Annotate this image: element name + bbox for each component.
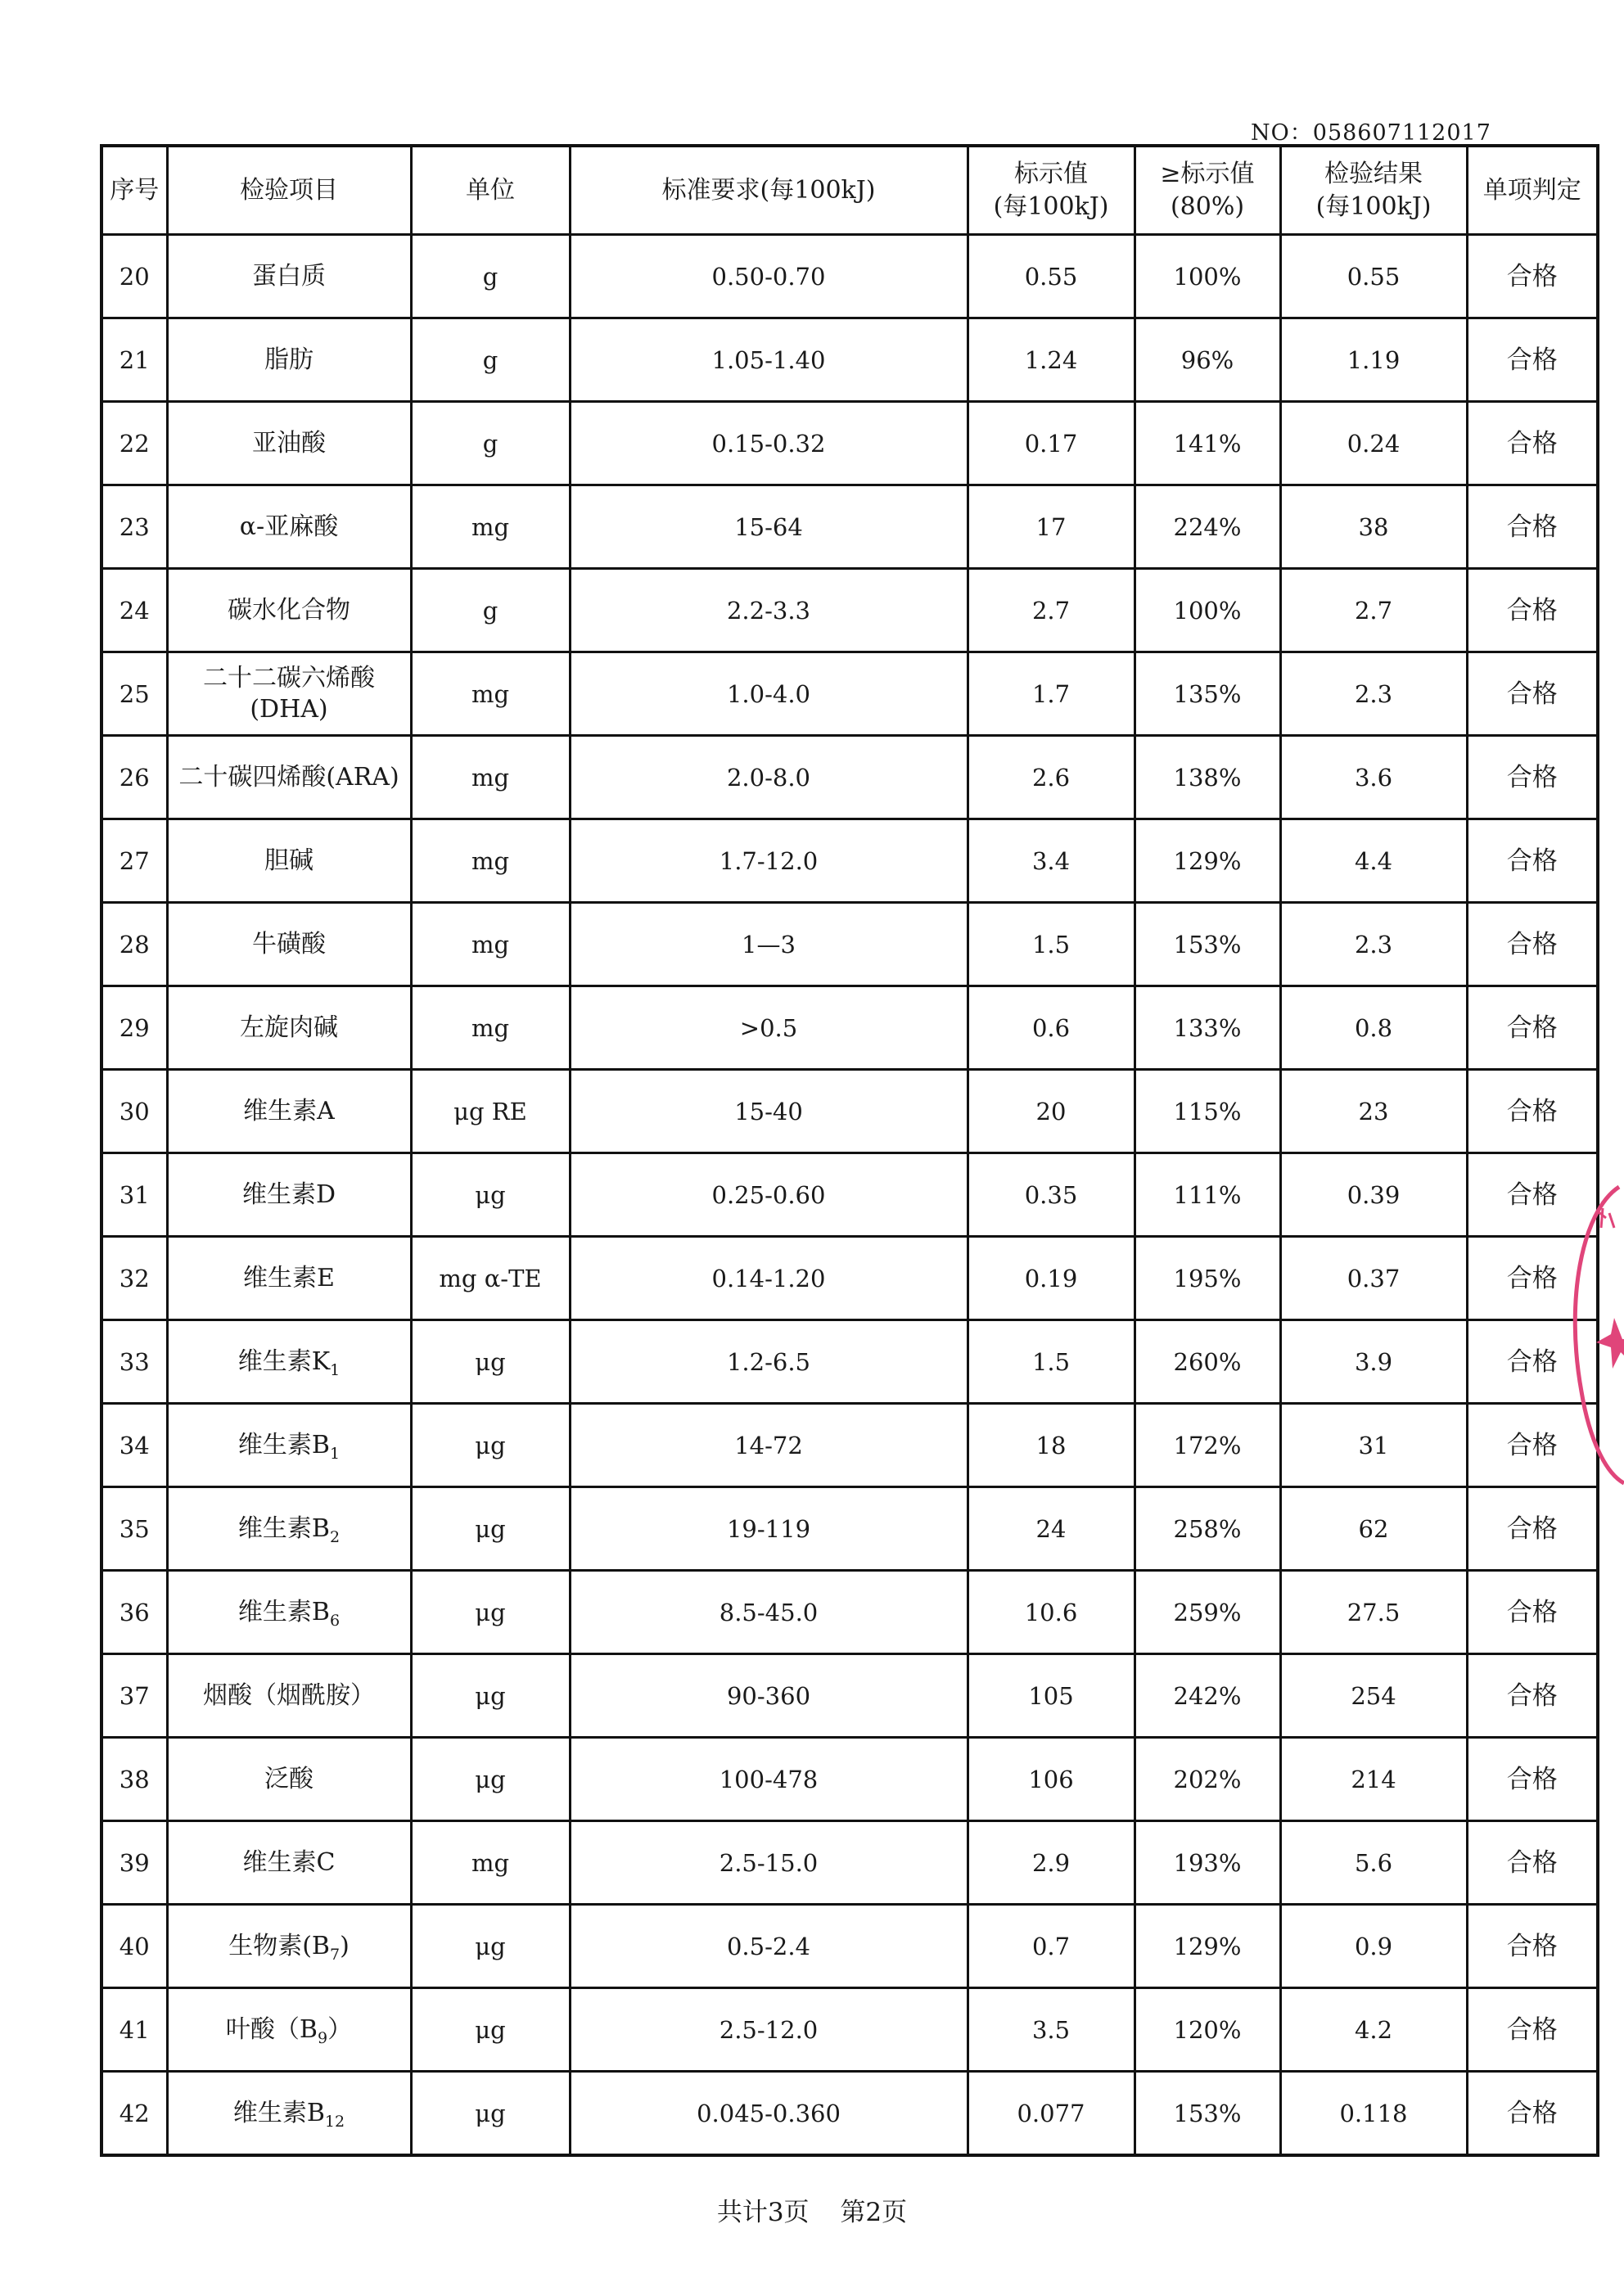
table-row — [102, 235, 1598, 318]
cell-standard: >0.5 — [570, 986, 968, 1070]
item-subscript: 2 — [329, 1527, 341, 1546]
table-row — [102, 986, 1598, 1070]
item-name: 维生素B — [237, 1513, 330, 1543]
cell-unit: μg — [411, 2072, 570, 2156]
cell-verdict: 合格 — [1467, 402, 1598, 485]
item-name: 胆碱 — [264, 846, 314, 875]
cell-unit: g — [411, 402, 570, 485]
header-verdict: 单项判定 — [1467, 146, 1598, 235]
cell-result: 62 — [1280, 1487, 1467, 1571]
cell-result: 214 — [1280, 1738, 1467, 1821]
cell-item — [167, 318, 411, 402]
cell-unit: mg — [411, 819, 570, 903]
cell-label-value: 3.5 — [968, 1988, 1135, 2072]
table-row — [102, 402, 1598, 485]
cell-verdict: 合格 — [1467, 569, 1598, 652]
cell-seq: 26 — [102, 736, 167, 819]
cell-verdict: 合格 — [1467, 2072, 1598, 2156]
cell-seq: 39 — [102, 1821, 167, 1905]
cell-unit: μg — [411, 1320, 570, 1404]
cell-label-value: 0.6 — [968, 986, 1135, 1070]
cell-standard: 0.14-1.20 — [570, 1237, 968, 1320]
cell-unit: μg — [411, 1988, 570, 2072]
cell-seq: 42 — [102, 2072, 167, 2156]
item-name: 维生素B — [237, 1597, 330, 1626]
table-row — [102, 1404, 1598, 1487]
cell-label-value: 2.9 — [968, 1821, 1135, 1905]
header-percent-line2: (80%) — [1170, 192, 1245, 221]
cell-percent-of-label: 120% — [1135, 1988, 1280, 2072]
table-row — [102, 1571, 1598, 1654]
item-name: 维生素B — [237, 1430, 330, 1459]
cell-seq: 32 — [102, 1237, 167, 1320]
header-item: 检验项目 — [167, 146, 411, 235]
cell-unit: μg RE — [411, 1070, 570, 1153]
cell-standard: 15-40 — [570, 1070, 968, 1153]
cell-result: 0.8 — [1280, 986, 1467, 1070]
cell-label-value: 10.6 — [968, 1571, 1135, 1654]
cell-result: 0.9 — [1280, 1905, 1467, 1988]
cell-unit: mg α-TE — [411, 1237, 570, 1320]
cell-percent-of-label: 111% — [1135, 1153, 1280, 1237]
cell-item — [167, 569, 411, 652]
cell-percent-of-label: 260% — [1135, 1320, 1280, 1404]
table-row — [102, 2072, 1598, 2156]
cell-label-value: 0.7 — [968, 1905, 1135, 1988]
table-row — [102, 736, 1598, 819]
cell-label-value: 0.35 — [968, 1153, 1135, 1237]
cell-standard: 1.2-6.5 — [570, 1320, 968, 1404]
cell-standard: 1.7-12.0 — [570, 819, 968, 903]
total-pages: 共计3页 — [716, 2198, 810, 2227]
cell-label-value: 1.24 — [968, 318, 1135, 402]
cell-seq: 23 — [102, 485, 167, 569]
item-name: 生物素(B — [228, 1931, 330, 1960]
cell-label-value: 0.17 — [968, 402, 1135, 485]
header-label-value-line1: 标示值 — [1014, 159, 1088, 188]
cell-unit: g — [411, 235, 570, 318]
cell-unit: mg — [411, 736, 570, 819]
cell-item — [167, 1654, 411, 1738]
cell-percent-of-label: 172% — [1135, 1404, 1280, 1487]
header-label-value-line2: (每100kJ) — [993, 192, 1109, 221]
cell-standard: 1—3 — [570, 903, 968, 986]
cell-item — [167, 1237, 411, 1320]
header-percent-of-label — [1135, 146, 1280, 235]
cell-verdict: 合格 — [1467, 318, 1598, 402]
cell-seq: 35 — [102, 1487, 167, 1571]
cell-percent-of-label: 115% — [1135, 1070, 1280, 1153]
cell-standard: 100-478 — [570, 1738, 968, 1821]
cell-label-value: 0.19 — [968, 1237, 1135, 1320]
cell-seq: 37 — [102, 1654, 167, 1738]
cell-percent-of-label: 153% — [1135, 2072, 1280, 2156]
item-subscript: 1 — [330, 1360, 341, 1379]
cell-label-value: 0.077 — [968, 2072, 1135, 2156]
cell-result: 2.3 — [1280, 903, 1467, 986]
cell-label-value: 105 — [968, 1654, 1135, 1738]
header-percent-line1: ≥标示值 — [1160, 159, 1255, 188]
item-name: 叶酸（B — [225, 2014, 318, 2044]
cell-verdict: 合格 — [1467, 1070, 1598, 1153]
item-name: 二十碳四烯酸(ARA) — [178, 762, 399, 792]
table-row — [102, 819, 1598, 903]
cell-result: 4.2 — [1280, 1988, 1467, 2072]
cell-percent-of-label: 193% — [1135, 1821, 1280, 1905]
cell-item — [167, 1905, 411, 1988]
cell-seq: 27 — [102, 819, 167, 903]
cell-item — [167, 1070, 411, 1153]
cell-verdict: 合格 — [1467, 1738, 1598, 1821]
cell-item — [167, 819, 411, 903]
cell-standard: 14-72 — [570, 1404, 968, 1487]
cell-result: 1.19 — [1280, 318, 1467, 402]
cell-percent-of-label: 141% — [1135, 402, 1280, 485]
cell-seq: 22 — [102, 402, 167, 485]
cell-result: 2.3 — [1280, 652, 1467, 736]
cell-label-value: 3.4 — [968, 819, 1135, 903]
cell-item — [167, 736, 411, 819]
cell-result: 0.24 — [1280, 402, 1467, 485]
cell-standard: 8.5-45.0 — [570, 1571, 968, 1654]
table-header-row — [102, 146, 1598, 235]
cell-result: 0.55 — [1280, 235, 1467, 318]
cell-verdict: 合格 — [1467, 1404, 1598, 1487]
item-name: 维生素C — [242, 1847, 336, 1877]
cell-result: 38 — [1280, 485, 1467, 569]
cell-verdict: 合格 — [1467, 986, 1598, 1070]
cell-result: 31 — [1280, 1404, 1467, 1487]
table-row — [102, 1988, 1598, 2072]
cell-percent-of-label: 100% — [1135, 235, 1280, 318]
table-row — [102, 903, 1598, 986]
cell-standard: 0.5-2.4 — [570, 1905, 968, 1988]
item-subscript: 1 — [329, 1444, 341, 1463]
cell-label-value: 106 — [968, 1738, 1135, 1821]
cell-unit: μg — [411, 1571, 570, 1654]
table-row — [102, 1821, 1598, 1905]
cell-seq: 34 — [102, 1404, 167, 1487]
cell-unit: μg — [411, 1153, 570, 1237]
cell-item — [167, 1404, 411, 1487]
cell-verdict: 合格 — [1467, 235, 1598, 318]
cell-result: 5.6 — [1280, 1821, 1467, 1905]
cell-standard: 19-119 — [570, 1487, 968, 1571]
cell-label-value: 24 — [968, 1487, 1135, 1571]
table-row — [102, 569, 1598, 652]
item-name: 维生素K — [237, 1346, 331, 1376]
item-name-suffix: ) — [340, 1931, 350, 1960]
cell-unit: mg — [411, 903, 570, 986]
cell-standard: 0.15-0.32 — [570, 402, 968, 485]
cell-result: 0.37 — [1280, 1237, 1467, 1320]
cell-result: 23 — [1280, 1070, 1467, 1153]
table-row — [102, 1654, 1598, 1738]
page-footer — [0, 2191, 1624, 2228]
table-row — [102, 485, 1598, 569]
cell-item — [167, 402, 411, 485]
table-row — [102, 1738, 1598, 1821]
cell-seq: 31 — [102, 1153, 167, 1237]
cell-item — [167, 986, 411, 1070]
cell-item — [167, 903, 411, 986]
table-row — [102, 1487, 1598, 1571]
item-subscript: 9 — [317, 2028, 328, 2047]
cell-result: 2.7 — [1280, 569, 1467, 652]
item-name: 二十二碳六烯酸 — [203, 663, 375, 692]
table-row — [102, 1153, 1598, 1237]
cell-unit: mg — [411, 652, 570, 736]
cell-standard: 0.25-0.60 — [570, 1153, 968, 1237]
cell-item — [167, 2072, 411, 2156]
header-result-line1: 检验结果 — [1324, 159, 1423, 188]
report-number: NO：058607112017 — [1251, 120, 1491, 146]
cell-standard: 15-64 — [570, 485, 968, 569]
cell-standard: 2.0-8.0 — [570, 736, 968, 819]
header-result — [1280, 146, 1467, 235]
cell-unit: g — [411, 569, 570, 652]
cell-seq: 24 — [102, 569, 167, 652]
cell-verdict: 合格 — [1467, 1571, 1598, 1654]
cell-percent-of-label: 138% — [1135, 736, 1280, 819]
cell-verdict: 合格 — [1467, 1905, 1598, 1988]
cell-percent-of-label: 259% — [1135, 1571, 1280, 1654]
table-row — [102, 1320, 1598, 1404]
cell-verdict: 合格 — [1467, 1237, 1598, 1320]
item-name: 泛酸 — [264, 1764, 314, 1793]
cell-unit: mg — [411, 986, 570, 1070]
cell-unit: μg — [411, 1654, 570, 1738]
cell-percent-of-label: 133% — [1135, 986, 1280, 1070]
cell-seq: 33 — [102, 1320, 167, 1404]
cell-item — [167, 1738, 411, 1821]
cell-standard: 2.5-15.0 — [570, 1821, 968, 1905]
cell-seq: 38 — [102, 1738, 167, 1821]
cell-seq: 36 — [102, 1571, 167, 1654]
cell-unit: μg — [411, 1404, 570, 1487]
cell-seq: 20 — [102, 235, 167, 318]
cell-verdict: 合格 — [1467, 1821, 1598, 1905]
table-body — [102, 235, 1598, 2156]
cell-verdict: 合格 — [1467, 1153, 1598, 1237]
cell-percent-of-label: 258% — [1135, 1487, 1280, 1571]
item-subscript: 6 — [329, 1611, 341, 1630]
cell-result: 4.4 — [1280, 819, 1467, 903]
cell-item — [167, 1153, 411, 1237]
item-name: 维生素E — [243, 1263, 335, 1292]
cell-percent-of-label: 129% — [1135, 819, 1280, 903]
cell-seq: 25 — [102, 652, 167, 736]
item-subscript: 7 — [329, 1945, 341, 1964]
cell-unit: g — [411, 318, 570, 402]
cell-label-value: 0.55 — [968, 235, 1135, 318]
cell-percent-of-label: 224% — [1135, 485, 1280, 569]
cell-result: 3.9 — [1280, 1320, 1467, 1404]
cell-label-value: 1.5 — [968, 1320, 1135, 1404]
cell-percent-of-label: 129% — [1135, 1905, 1280, 1988]
cell-percent-of-label: 135% — [1135, 652, 1280, 736]
item-name: α-亚麻酸 — [239, 512, 339, 541]
cell-seq: 41 — [102, 1988, 167, 2072]
item-name: 亚油酸 — [252, 428, 326, 458]
table-row — [102, 652, 1598, 736]
cell-verdict: 合格 — [1467, 1487, 1598, 1571]
table-row — [102, 1070, 1598, 1153]
cell-standard: 0.50-0.70 — [570, 235, 968, 318]
cell-percent-of-label: 96% — [1135, 318, 1280, 402]
cell-verdict: 合格 — [1467, 1320, 1598, 1404]
cell-standard: 2.5-12.0 — [570, 1988, 968, 2072]
header-seq: 序号 — [102, 146, 167, 235]
cell-percent-of-label: 195% — [1135, 1237, 1280, 1320]
cell-item — [167, 1821, 411, 1905]
item-name: 牛磺酸 — [252, 929, 326, 959]
cell-label-value: 1.7 — [968, 652, 1135, 736]
cell-item — [167, 1571, 411, 1654]
cell-standard: 2.2-3.3 — [570, 569, 968, 652]
cell-verdict: 合格 — [1467, 736, 1598, 819]
cell-standard: 1.0-4.0 — [570, 652, 968, 736]
cell-result: 27.5 — [1280, 1571, 1467, 1654]
item-name: 脂肪 — [264, 345, 314, 374]
cell-percent-of-label: 153% — [1135, 903, 1280, 986]
cell-item — [167, 1320, 411, 1404]
cell-result: 0.39 — [1280, 1153, 1467, 1237]
cell-item — [167, 1988, 411, 2072]
cell-unit: μg — [411, 1905, 570, 1988]
cell-verdict: 合格 — [1467, 1988, 1598, 2072]
cell-standard: 1.05-1.40 — [570, 318, 968, 402]
header-label-value — [968, 146, 1135, 235]
cell-item — [167, 235, 411, 318]
item-name: 维生素D — [241, 1180, 336, 1209]
table-row — [102, 318, 1598, 402]
item-name-line2: (DHA) — [250, 694, 328, 724]
cell-result: 254 — [1280, 1654, 1467, 1738]
cell-result: 3.6 — [1280, 736, 1467, 819]
cell-verdict: 合格 — [1467, 819, 1598, 903]
item-name: 碳水化合物 — [228, 595, 350, 625]
cell-seq: 21 — [102, 318, 167, 402]
cell-verdict: 合格 — [1467, 652, 1598, 736]
cell-item — [167, 652, 411, 736]
cell-label-value: 2.6 — [968, 736, 1135, 819]
cell-label-value: 17 — [968, 485, 1135, 569]
cell-item — [167, 485, 411, 569]
item-name: 维生素A — [243, 1096, 335, 1125]
item-name: 蛋白质 — [252, 261, 326, 291]
cell-percent-of-label: 202% — [1135, 1738, 1280, 1821]
cell-label-value: 2.7 — [968, 569, 1135, 652]
cell-seq: 30 — [102, 1070, 167, 1153]
table-row — [102, 1237, 1598, 1320]
cell-standard: 90-360 — [570, 1654, 968, 1738]
cell-seq: 28 — [102, 903, 167, 986]
cell-verdict: 合格 — [1467, 903, 1598, 986]
cell-percent-of-label: 100% — [1135, 569, 1280, 652]
cell-unit: μg — [411, 1487, 570, 1571]
cell-unit: mg — [411, 1821, 570, 1905]
item-name: 维生素B — [232, 2098, 325, 2127]
cell-label-value: 20 — [968, 1070, 1135, 1153]
cell-unit: μg — [411, 1738, 570, 1821]
cell-verdict: 合格 — [1467, 1654, 1598, 1738]
header-result-line2: (每100kJ) — [1315, 192, 1432, 221]
inspection-results-table — [100, 144, 1599, 2157]
item-name: 烟酸（烟酰胺） — [203, 1680, 375, 1710]
item-name: 左旋肉碱 — [240, 1013, 338, 1042]
cell-seq: 29 — [102, 986, 167, 1070]
cell-unit: mg — [411, 485, 570, 569]
cell-verdict: 合格 — [1467, 485, 1598, 569]
cell-standard: 0.045-0.360 — [570, 2072, 968, 2156]
item-name-suffix: ） — [327, 2014, 353, 2044]
item-subscript: 12 — [324, 2112, 345, 2131]
table-row — [102, 1905, 1598, 1988]
cell-label-value: 1.5 — [968, 903, 1135, 986]
header-standard: 标准要求(每100kJ) — [570, 146, 968, 235]
cell-percent-of-label: 242% — [1135, 1654, 1280, 1738]
cell-result: 0.118 — [1280, 2072, 1467, 2156]
cell-seq: 40 — [102, 1905, 167, 1988]
cell-label-value: 18 — [968, 1404, 1135, 1487]
current-page: 第2页 — [840, 2198, 908, 2227]
header-unit: 单位 — [411, 146, 570, 235]
cell-item — [167, 1487, 411, 1571]
